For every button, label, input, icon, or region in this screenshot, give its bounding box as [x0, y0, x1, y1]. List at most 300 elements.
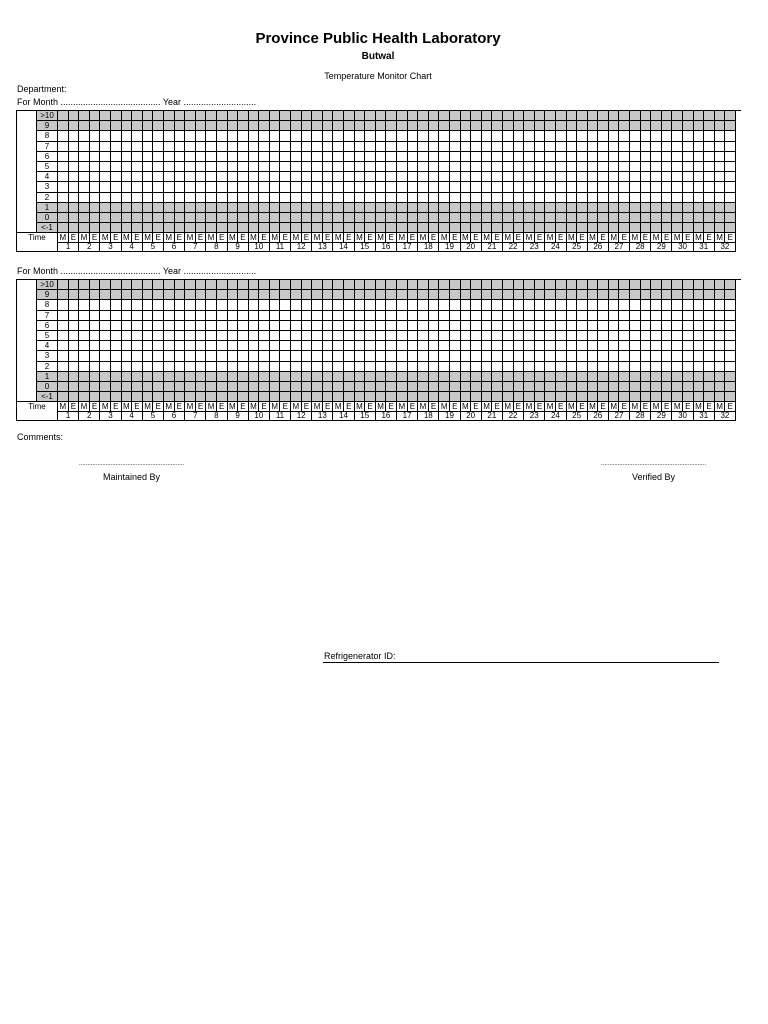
temperature-cell: [619, 223, 630, 233]
temperature-cell: [725, 321, 736, 331]
temperature-cell: [376, 372, 387, 382]
temperature-cell: [302, 372, 313, 382]
temperature-cell: [535, 362, 546, 372]
temperature-cell: [471, 392, 482, 402]
temperature-cell: [524, 111, 535, 121]
temperature-cell: [164, 152, 175, 162]
temperature-cell: [111, 131, 122, 141]
temperature-cell: [408, 223, 419, 233]
temperature-cell: [630, 131, 641, 141]
temperature-cell: [482, 351, 493, 361]
temperature-cell: [185, 152, 196, 162]
temperature-cell: [280, 290, 291, 300]
temperature-cell: [556, 193, 567, 203]
temperature-cell: [206, 162, 217, 172]
temperature-cell: [79, 290, 90, 300]
temperature-cell: [185, 321, 196, 331]
temperature-cell: [376, 362, 387, 372]
temperature-cell: [694, 121, 705, 131]
temperature-cell: [408, 392, 419, 402]
temperature-cell: [492, 182, 503, 192]
temperature-cell: [376, 172, 387, 182]
temperature-cell: [715, 382, 726, 392]
temperature-cell: [259, 162, 270, 172]
temperature-cell: [122, 203, 133, 213]
shift-label: E: [556, 402, 567, 412]
temperature-cell: [386, 351, 397, 361]
temperature-cell: [418, 290, 429, 300]
temperature-cell: [694, 351, 705, 361]
temperature-cell: [461, 392, 472, 402]
temperature-cell: [323, 300, 334, 310]
temperature-cell: [524, 331, 535, 341]
temperature-cell: [577, 213, 588, 223]
temperature-cell: [312, 362, 323, 372]
temperature-cell: [196, 300, 207, 310]
temperature-cell: [545, 311, 556, 321]
day-number: 4: [122, 412, 143, 421]
temperature-cell: [333, 111, 344, 121]
temperature-cell: [280, 362, 291, 372]
temperature-cell: [567, 172, 578, 182]
temperature-cell: [206, 182, 217, 192]
temperature-cell: [386, 182, 397, 192]
temperature-cell: [439, 162, 450, 172]
temperature-cell: [270, 223, 281, 233]
temperature-cell: [694, 162, 705, 172]
page-subtitle: Butwal: [361, 51, 395, 62]
temperature-cell: [122, 193, 133, 203]
temperature-cell: [471, 321, 482, 331]
temperature-cell: [556, 111, 567, 121]
temperature-cell: [291, 162, 302, 172]
temperature-cell: [164, 321, 175, 331]
temperature-cell: [651, 121, 662, 131]
temperature-cell: [471, 223, 482, 233]
temperature-cell: [672, 182, 683, 192]
temperature-cell: [323, 311, 334, 321]
temperature-cell: [524, 162, 535, 172]
temperature-cell: [333, 152, 344, 162]
temperature-cell: [535, 121, 546, 131]
temperature-cell: [79, 382, 90, 392]
shift-label: E: [132, 402, 143, 412]
temperature-cell: [450, 131, 461, 141]
temperature-cell: [630, 182, 641, 192]
day-number: 20: [461, 243, 482, 252]
temperature-cell: [619, 131, 630, 141]
shift-label: M: [185, 233, 196, 243]
temperature-cell: [175, 321, 186, 331]
temperature-cell: [143, 280, 154, 290]
temperature-cell: [302, 172, 313, 182]
shift-label: E: [683, 402, 694, 412]
temperature-cell: [535, 172, 546, 182]
shift-label: M: [100, 233, 111, 243]
temperature-cell: [217, 392, 228, 402]
temperature-cell: [461, 362, 472, 372]
shift-label: E: [153, 402, 164, 412]
temperature-cell: [249, 362, 260, 372]
temperature-cell: [58, 223, 69, 233]
temperature-cell: [143, 111, 154, 121]
temperature-cell: [312, 382, 323, 392]
temperature-cell: [90, 193, 101, 203]
temperature-cell: [683, 111, 694, 121]
temperature-cell: [588, 372, 599, 382]
temperature-cell: [588, 203, 599, 213]
temperature-cell: [503, 182, 514, 192]
day-number: 27: [609, 412, 630, 421]
temperature-cell: [672, 223, 683, 233]
temperature-cell: [619, 290, 630, 300]
temperature-cell: [524, 321, 535, 331]
temperature-cell: [122, 351, 133, 361]
day-number: 7: [185, 243, 206, 252]
temperature-cell: [672, 152, 683, 162]
temperature-cell: [143, 193, 154, 203]
temperature-cell: [545, 300, 556, 310]
temperature-cell: [397, 300, 408, 310]
temperature-cell: [651, 203, 662, 213]
temperature-cell: [111, 351, 122, 361]
temperature-cell: [588, 193, 599, 203]
day-number: 29: [651, 243, 672, 252]
temperature-cell: [228, 341, 239, 351]
temperature-cell: [302, 213, 313, 223]
day-number: 23: [524, 243, 545, 252]
temperature-cell: [238, 152, 249, 162]
temperature-cell: [704, 290, 715, 300]
day-number: 14: [333, 243, 354, 252]
temperature-cell: [429, 311, 440, 321]
temperature-cell: [386, 142, 397, 152]
row-margin: [17, 152, 37, 162]
temperature-cell: [619, 182, 630, 192]
temperature-row-label: 3: [37, 351, 58, 361]
temperature-cell: [545, 223, 556, 233]
temperature-cell: [704, 331, 715, 341]
temperature-cell: [69, 152, 80, 162]
temperature-cell: [630, 152, 641, 162]
temperature-cell: [312, 131, 323, 141]
temperature-cell: [196, 152, 207, 162]
temperature-cell: [323, 203, 334, 213]
temperature-cell: [132, 382, 143, 392]
temperature-cell: [280, 392, 291, 402]
temperature-cell: [196, 290, 207, 300]
temperature-cell: [323, 290, 334, 300]
temperature-cell: [567, 290, 578, 300]
temperature-cell: [619, 121, 630, 131]
temperature-cell: [323, 121, 334, 131]
temperature-cell: [619, 331, 630, 341]
temperature-cell: [588, 223, 599, 233]
temperature-cell: [397, 162, 408, 172]
temperature-cell: [545, 142, 556, 152]
temperature-cell: [577, 162, 588, 172]
temperature-cell: [651, 321, 662, 331]
temperature-cell: [376, 131, 387, 141]
temperature-cell: [196, 331, 207, 341]
temperature-cell: [439, 362, 450, 372]
temperature-cell: [662, 290, 673, 300]
temperature-cell: [132, 341, 143, 351]
temperature-cell: [609, 362, 620, 372]
temperature-cell: [503, 152, 514, 162]
day-number: 32: [715, 412, 736, 421]
day-number: 30: [672, 412, 693, 421]
shift-label: E: [196, 233, 207, 243]
temperature-cell: [79, 131, 90, 141]
temperature-cell: [694, 362, 705, 372]
temperature-cell: [376, 382, 387, 392]
temperature-cell: [418, 152, 429, 162]
temperature-cell: [302, 392, 313, 402]
temperature-cell: [280, 213, 291, 223]
temperature-cell: [545, 111, 556, 121]
temperature-cell: [683, 203, 694, 213]
temperature-cell: [461, 121, 472, 131]
temperature-cell: [344, 213, 355, 223]
temperature-cell: [376, 341, 387, 351]
temperature-cell: [164, 392, 175, 402]
temperature-cell: [482, 182, 493, 192]
temperature-cell: [143, 182, 154, 192]
temperature-cell: [386, 121, 397, 131]
day-number: 17: [397, 412, 418, 421]
temperature-cell: [524, 182, 535, 192]
temperature-cell: [143, 223, 154, 233]
temperature-cell: [196, 372, 207, 382]
temperature-cell: [238, 382, 249, 392]
temperature-cell: [598, 182, 609, 192]
day-row-margin: [17, 243, 58, 252]
day-number: 17: [397, 243, 418, 252]
day-number: 13: [312, 243, 333, 252]
temperature-cell: [704, 362, 715, 372]
temperature-cell: [619, 111, 630, 121]
temperature-cell: [333, 331, 344, 341]
temperature-cell: [376, 321, 387, 331]
temperature-cell: [175, 300, 186, 310]
temperature-cell: [365, 392, 376, 402]
temperature-cell: [492, 372, 503, 382]
temperature-cell: [577, 203, 588, 213]
temperature-row-label: <-1: [37, 223, 58, 233]
temperature-cell: [90, 321, 101, 331]
temperature-cell: [175, 351, 186, 361]
temperature-cell: [376, 152, 387, 162]
temperature-cell: [217, 331, 228, 341]
temperature-cell: [312, 152, 323, 162]
temperature-cell: [111, 172, 122, 182]
temperature-cell: [228, 392, 239, 402]
temperature-cell: [514, 213, 525, 223]
temperature-cell: [365, 121, 376, 131]
temperature-cell: [196, 203, 207, 213]
temperature-cell: [471, 280, 482, 290]
shift-label: E: [175, 233, 186, 243]
temperature-cell: [365, 300, 376, 310]
temperature-cell: [556, 213, 567, 223]
temperature-cell: [238, 372, 249, 382]
temperature-cell: [132, 172, 143, 182]
temperature-cell: [376, 300, 387, 310]
temperature-cell: [132, 142, 143, 152]
temperature-cell: [439, 193, 450, 203]
day-number: 9: [228, 412, 249, 421]
temperature-cell: [153, 362, 164, 372]
temperature-cell: [175, 331, 186, 341]
shift-label: M: [461, 233, 472, 243]
temperature-cell: [482, 162, 493, 172]
temperature-cell: [111, 193, 122, 203]
temperature-cell: [609, 341, 620, 351]
temperature-cell: [365, 203, 376, 213]
temperature-cell: [662, 213, 673, 223]
temperature-cell: [492, 331, 503, 341]
time-label: Time: [17, 402, 58, 412]
temperature-cell: [651, 213, 662, 223]
temperature-cell: [386, 392, 397, 402]
temperature-cell: [323, 331, 334, 341]
day-number: 2: [79, 412, 100, 421]
temperature-cell: [100, 121, 111, 131]
temperature-cell: [630, 203, 641, 213]
temperature-cell: [408, 213, 419, 223]
temperature-cell: [100, 290, 111, 300]
temperature-cell: [482, 300, 493, 310]
temperature-cell: [249, 372, 260, 382]
temperature-cell: [291, 290, 302, 300]
temperature-cell: [302, 223, 313, 233]
temperature-cell: [302, 152, 313, 162]
temperature-cell: [280, 203, 291, 213]
temperature-cell: [355, 362, 366, 372]
temperature-cell: [397, 290, 408, 300]
temperature-cell: [270, 392, 281, 402]
temperature-cell: [567, 152, 578, 162]
temperature-cell: [429, 213, 440, 223]
temperature-cell: [58, 193, 69, 203]
temperature-cell: [228, 111, 239, 121]
temperature-cell: [58, 382, 69, 392]
temperature-cell: [577, 362, 588, 372]
temperature-cell: [386, 280, 397, 290]
temperature-cell: [641, 311, 652, 321]
temperature-cell: [588, 382, 599, 392]
temperature-row-label: <-1: [37, 392, 58, 402]
temperature-cell: [122, 121, 133, 131]
temperature-cell: [651, 290, 662, 300]
temperature-cell: [333, 280, 344, 290]
temperature-cell: [312, 392, 323, 402]
temperature-cell: [482, 341, 493, 351]
temperature-cell: [598, 131, 609, 141]
temperature-cell: [567, 372, 578, 382]
shift-label: M: [651, 233, 662, 243]
day-number: 22: [503, 412, 524, 421]
temperature-cell: [556, 372, 567, 382]
shift-label: E: [662, 233, 673, 243]
temperature-cell: [355, 280, 366, 290]
temperature-cell: [302, 321, 313, 331]
temperature-cell: [503, 351, 514, 361]
temperature-cell: [79, 300, 90, 310]
temperature-cell: [471, 351, 482, 361]
temperature-cell: [651, 300, 662, 310]
temperature-cell: [355, 131, 366, 141]
temperature-cell: [344, 162, 355, 172]
temperature-cell: [429, 280, 440, 290]
day-number: 28: [630, 412, 651, 421]
shift-label: E: [683, 233, 694, 243]
temperature-cell: [217, 311, 228, 321]
temperature-cell: [609, 111, 620, 121]
shift-label: E: [323, 402, 334, 412]
refrigerator-id-line: [323, 662, 719, 663]
temperature-cell: [535, 392, 546, 402]
temperature-cell: [397, 351, 408, 361]
temperature-cell: [79, 280, 90, 290]
temperature-cell: [439, 142, 450, 152]
shift-label: E: [514, 233, 525, 243]
temperature-cell: [598, 382, 609, 392]
temperature-cell: [651, 193, 662, 203]
temperature-cell: [704, 182, 715, 192]
temperature-cell: [429, 193, 440, 203]
temperature-cell: [79, 351, 90, 361]
temperature-cell: [100, 223, 111, 233]
temperature-cell: [672, 142, 683, 152]
temperature-cell: [461, 152, 472, 162]
temperature-cell: [238, 311, 249, 321]
day-number: 10: [249, 412, 270, 421]
temperature-cell: [672, 121, 683, 131]
temperature-cell: [704, 300, 715, 310]
shift-label: M: [270, 402, 281, 412]
temperature-cell: [567, 321, 578, 331]
temperature-cell: [715, 321, 726, 331]
temperature-cell: [641, 341, 652, 351]
temperature-cell: [630, 223, 641, 233]
temperature-cell: [291, 392, 302, 402]
temperature-cell: [100, 300, 111, 310]
temperature-cell: [228, 213, 239, 223]
temperature-cell: [132, 121, 143, 131]
temperature-row-label: 1: [37, 203, 58, 213]
temperature-cell: [641, 152, 652, 162]
temperature-cell: [249, 290, 260, 300]
temperature-cell: [217, 351, 228, 361]
temperature-cell: [355, 111, 366, 121]
temperature-cell: [503, 321, 514, 331]
temperature-cell: [132, 193, 143, 203]
temperature-cell: [206, 142, 217, 152]
temperature-cell: [397, 311, 408, 321]
temperature-cell: [122, 362, 133, 372]
temperature-cell: [450, 142, 461, 152]
temperature-cell: [270, 321, 281, 331]
temperature-cell: [90, 182, 101, 192]
temperature-cell: [249, 131, 260, 141]
temperature-cell: [122, 213, 133, 223]
temperature-cell: [683, 351, 694, 361]
temperature-cell: [567, 311, 578, 321]
temperature-cell: [270, 121, 281, 131]
day-number: 29: [651, 412, 672, 421]
